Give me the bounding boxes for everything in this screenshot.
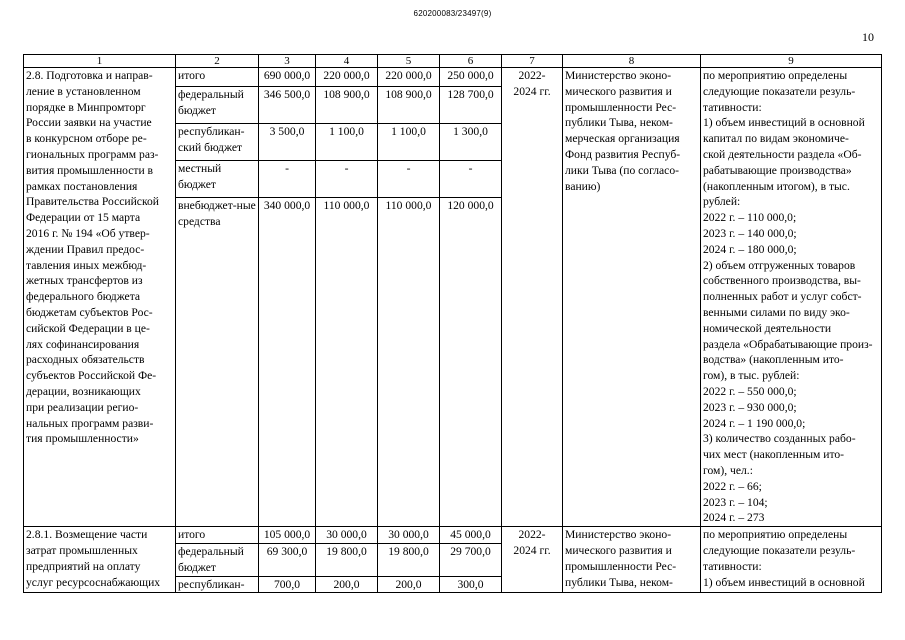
amount-cell: 220 000,0 [378,68,440,87]
amount-cell: 346 500,0 [259,87,316,124]
amount-cell: 105 000,0 [259,527,316,544]
funding-source-cell: республикан- [176,576,259,593]
amount-cell: 110 000,0 [378,197,440,233]
funding-source-cell: итого [176,68,259,87]
page-number: 10 [862,30,874,44]
empty-cell [378,234,440,527]
empty-cell [259,234,316,527]
column-number: 3 [259,55,316,68]
amount-cell: 29 700,0 [440,543,502,576]
executor-cell: Министерство эконо- мического развития и промышленности Рес- публики Тыва, неком- мерческая организация Фонд развития Респуб- лики Тыва (по согласо- ванию) [563,68,701,527]
funding-source-cell: внебюджет-ные средства [176,197,259,233]
amount-cell: 45 000,0 [440,527,502,544]
column-number: 8 [563,55,701,68]
funding-source-cell: федеральный бюджет [176,543,259,576]
amount-cell: 30 000,0 [378,527,440,544]
document-stamp: 620200083/23497(9) [413,9,492,18]
table-row [24,527,882,544]
empty-cell [440,234,502,527]
amount-cell: 340 000,0 [259,197,316,233]
period-cell: 2022- 2024 гг. [502,527,563,593]
amount-cell: 128 700,0 [440,87,502,124]
activity-name-cell: 2.8.1. Возмещение части затрат промышленных предприятий на оплату услуг ресурсоснабжающих [24,527,176,593]
amount-cell: 250 000,0 [440,68,502,87]
indicators-cell: по мероприятию определены следующие показатели резуль- тативности: 1) объем инвестиций в основной капитал по видам экономиче- ской деятельности раздела «Об- рабатывающие производства» (накопленным итогом), в тыс. рублей: 2022 г. – 110 000,0; 2023 г. – 140 000,0; 2024 г. – 180 000,0; 2) объем отгруженных товаров собственного производства, вы- полненных работ и услуг собст- венными силами по виду эко- номической деятельности раздела «Обрабатывающие произ- водства» (накопленным ито- гом), в тыс. рублей: 2022 г. – 550 000,0; 2023 г. – 930 000,0; 2024 г. – 1 190 000,0; 3) количество созданных рабо- чих мест (накопленным ито- гом), чел.: 2022 г. – 66; 2023 г. – 104; 2024 г. – 273 [701,68,882,527]
amount-cell: 108 900,0 [378,87,440,124]
amount-cell: 200,0 [316,576,378,593]
column-number: 1 [24,55,176,68]
amount-cell: 300,0 [440,576,502,593]
amount-cell: 220 000,0 [316,68,378,87]
table-row [24,68,882,87]
amount-cell: 19 800,0 [378,543,440,576]
funding-source-cell: федеральный бюджет [176,87,259,124]
amount-cell: 108 900,0 [316,87,378,124]
amount-cell: 700,0 [259,576,316,593]
funding-source-cell: итого [176,527,259,544]
amount-cell: 69 300,0 [259,543,316,576]
empty-cell [316,234,378,527]
column-number: 4 [316,55,378,68]
indicators-cell: по мероприятию определены следующие показатели резуль- тативности: 1) объем инвестиций в основной [701,527,882,593]
amount-cell: 690 000,0 [259,68,316,87]
amount-cell: 1 100,0 [316,123,378,160]
funding-source-cell: республикан-ский бюджет [176,123,259,160]
column-number: 5 [378,55,440,68]
amount-cell: - [259,160,316,197]
amount-cell: - [316,160,378,197]
amount-cell: 19 800,0 [316,543,378,576]
empty-cell [176,234,259,527]
funding-source-cell: местный бюджет [176,160,259,197]
executor-cell: Министерство эконо- мического развития и промышленности Рес- публики Тыва, неком- [563,527,701,593]
column-number-row [24,55,882,68]
column-number: 9 [701,55,882,68]
amount-cell: 120 000,0 [440,197,502,233]
column-number: 7 [502,55,563,68]
amount-cell: 3 500,0 [259,123,316,160]
amount-cell: 200,0 [378,576,440,593]
amount-cell: 1 300,0 [440,123,502,160]
amount-cell: 110 000,0 [316,197,378,233]
period-cell: 2022- 2024 гг. [502,68,563,527]
program-table [23,54,882,593]
amount-cell: - [378,160,440,197]
amount-cell: 30 000,0 [316,527,378,544]
column-number: 2 [176,55,259,68]
activity-name-cell: 2.8. Подготовка и направ- ление в установленном порядке в Минпромторг России заявки на участие в конкурсном отборе ре- гиональных программ раз- вития промышленности в рамках постановления Правительства Российской Федерации от 15 марта 2016 г. № 194 «Об утвер- ждении Правил предос- тавления иных межбюд- жетных трансфертов из федерального бюджета бюджетам субъектов Рос- сийской Федерации в це- лях софинансирования расходных обязательств субъектов Российской Фе- дерации, возникающих при реализации регио- нальных программ разви- тия промышленности» [24,68,176,527]
amount-cell: 1 100,0 [378,123,440,160]
column-number: 6 [440,55,502,68]
amount-cell: - [440,160,502,197]
